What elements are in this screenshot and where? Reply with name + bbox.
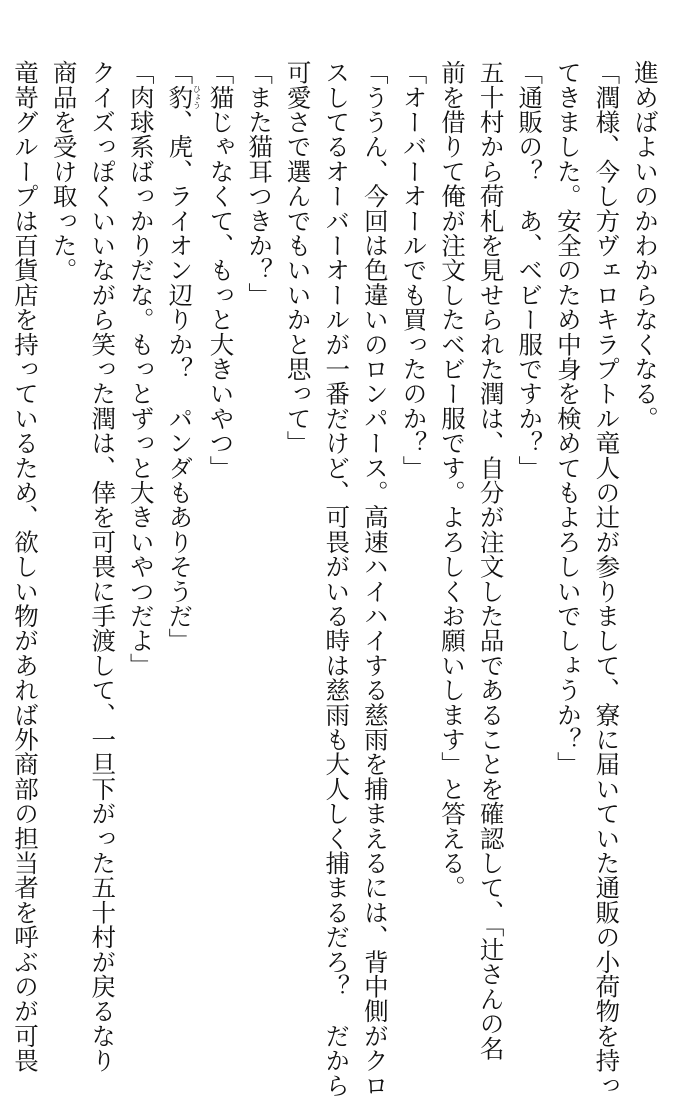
ruby-annotation xyxy=(165,84,202,110)
text-line-10: 可愛さで選んでもいいかと思って」 xyxy=(283,60,313,456)
text-line-13-rest: 、虎、ライオン辺りか？ パンダもありそうだ」 xyxy=(165,109,195,653)
text-line-17: 竜嵜グループは百貨店を持っているため、欲しい物があれば外商部の担当者を呼ぶのが可畏 xyxy=(11,60,40,1073)
vertical-text-body xyxy=(5,60,664,1097)
text-line-9: スしてるオーバーオールが一番だけど、可畏がいる時は慈雨も大人しく捕まるだろ？ だから xyxy=(322,60,352,1097)
text-line-12: 「猫じゃなくて、もっと大きいやつ」 xyxy=(206,60,236,480)
text-line-7: 「オーバーオールでも買ったのか？」 xyxy=(399,60,429,480)
text-line-1: 進めばよいのかわからなくなる。 xyxy=(631,60,660,431)
ruby-base: 豹 xyxy=(165,84,195,110)
text-line-14: 「肉球系ばっかりだな。もっとずっと大きいやつだよ」 xyxy=(126,60,156,678)
text-line-11: 「また猫耳つきか？」 xyxy=(245,60,275,307)
text-line-4: 「通販の？ あ、ベビー服ですか？」 xyxy=(515,60,545,480)
text-line-5: 五十村から荷札を見せられた潤は、自分が注文した品であることを確認して、「辻さんの名 xyxy=(476,60,506,1061)
text-line-15: クイズっぽくいいながら笑った潤は、倖を可畏に手渡して、一旦下がった五十村が戻るなり xyxy=(88,60,118,1073)
ruby-reading: ひょう xyxy=(192,84,202,110)
text-line-8: 「ううん、今回は色違いのロンパース。高速ハイハイする慈雨を捕まえるには、背中側がクロ xyxy=(360,60,390,1097)
text-line-2: 「潤様、今し方ヴェロキラプトル竜人の辻が参りまして、寮に届いていた通販の小荷物を持っ xyxy=(592,60,622,1097)
text-line-6: 前を借りて俺が注文したベビー服です。よろしくお願いします」と答える。 xyxy=(438,60,468,900)
text-line-13: 「豹ひょう、虎、ライオン辺りか？ パンダもありそうだ」 xyxy=(165,60,202,653)
text-line-16: 商品を受け取った。 xyxy=(49,60,79,283)
text-line-3: てきました。安全のため中身を検めてもよろしいでしょうか？」 xyxy=(553,60,583,777)
